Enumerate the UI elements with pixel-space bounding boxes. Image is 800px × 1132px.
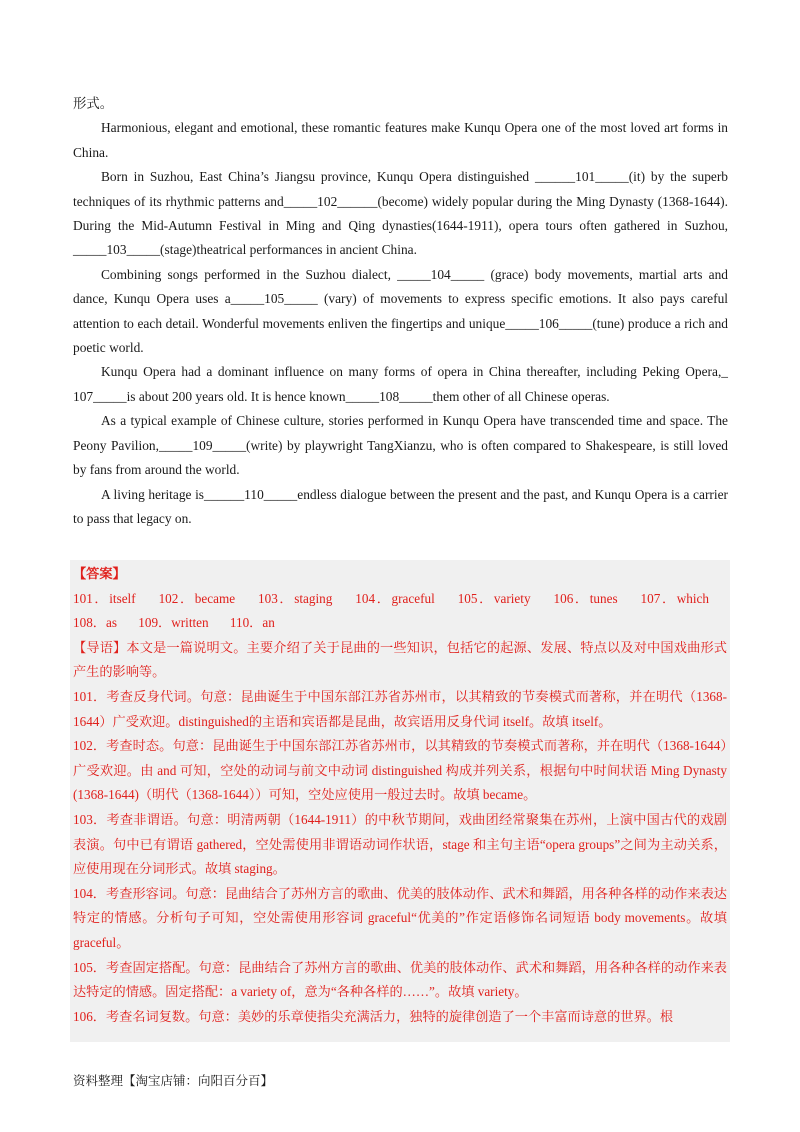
explanation-104: 104．考查形容词。句意：昆曲结合了苏州方言的歌曲、优美的肢体动作、武术和舞蹈，用各种各样的动作来表达特定的情感。分析句子可知，空处需使用形容词 graceful“优美的”作定语修饰名词短语 body movements。故填 graceful。: [73, 885, 727, 950]
answer-key-item: 108．as: [73, 615, 117, 631]
text-run: is about 200 years old. It is hence known: [126, 388, 346, 404]
passage-paragraph-4: [73, 360, 728, 409]
text-run: Born in Suzhou, East China’s Jiangsu province, Kunqu Opera distinguished: [101, 169, 535, 185]
blank-107: _ 107_____: [73, 364, 728, 404]
answer-key-list: [73, 587, 727, 636]
answer-key-item: 107．which: [640, 590, 710, 606]
answer-key-item: 109．written: [138, 615, 209, 631]
blank-103: _____103_____: [73, 242, 161, 258]
blank-108: _____108_____: [345, 388, 433, 404]
answer-key-item: 102．became: [158, 590, 236, 606]
text-run: (grace) body movements, martial arts and dance, Kunqu Opera uses a: [73, 266, 728, 307]
text-run: As a typical example of Chinese culture, stories performed in Kunqu Opera have transcended time and space. The Peony Pavilion,: [73, 413, 728, 453]
reading-passage: [73, 92, 728, 531]
passage-line-0: 形式。: [73, 96, 114, 111]
blank-110: ______110_____: [204, 486, 298, 502]
answer-key-item: 110．an: [229, 615, 275, 631]
explanation-106: 106．考查名词复数。句意：美妙的乐章使指尖充满活力，独特的旋律创造了一个丰富而诗意的世界。根: [73, 1008, 674, 1024]
answer-key-item: 105．variety: [457, 590, 531, 606]
text-run: (become) widely popular during the Ming Dynasty (1368-1644). During the Mid-Autumn Festival in Ming and Qing dynasties(1644-1911), opera tours often gathered in Suzhou,: [73, 193, 728, 234]
explanation-103: 103．考查非谓语。句意：明清两朝（1644-1911）的中秋节期间，戏曲团经常聚集在苏州，上演中国古代的戏剧表演。句中已有谓语 gathered，空处需使用非谓语动词作状语，stage 和主句主语“opera groups”之间为主动关系，应使用现在分词形式。故填 staging。: [73, 811, 727, 877]
text-run: Kunqu Opera had a dominant influence on many forms of opera in China thereafter, including Peking Opera,: [101, 364, 722, 380]
text-run: (stage)theatrical performances in ancient China.: [160, 242, 417, 258]
passage-paragraph-6: [73, 483, 728, 532]
answer-key-item: 103．staging: [258, 590, 333, 606]
text-run: endless dialogue between the present and the past, and Kunqu Opera is a carrier to pass that legacy on.: [73, 486, 728, 526]
answer-title: 【答案】: [73, 566, 126, 581]
answer-key-panel: [70, 560, 730, 1042]
passage-paragraph-2: [73, 165, 728, 263]
blank-109: _____109_____: [158, 437, 247, 453]
text-run: them other of all Chinese operas.: [432, 388, 610, 404]
blank-104: _____104_____: [397, 266, 485, 282]
text-run: A living heritage is: [101, 486, 204, 502]
text-run: (it) by the superb techniques of its rhythmic patterns and: [73, 169, 728, 209]
passage-paragraph-1: Harmonious, elegant and emotional, these romantic features make Kunqu Opera one of the most loved art forms in China.: [73, 120, 728, 160]
blank-105: _____105_____: [230, 291, 318, 307]
explanation-105: 105．考查固定搭配。句意：昆曲结合了苏州方言的歌曲、优美的肢体动作、武术和舞蹈，用各种各样的动作来表达特定的情感。固定搭配：a variety of，意为“各种各样的……”。故填 variety。: [73, 959, 727, 1000]
explanation-101: 101．考查反身代词。句意：昆曲诞生于中国东部江苏省苏州市，以其精致的节奏模式而著称，并在明代（1368-1644）广受欢迎。distinguished的主语和宾语都是昆曲，故宾语用反身代词 itself。故填 itself。: [73, 688, 727, 729]
text-run: (tune) produce a rich and poetic world.: [73, 315, 728, 356]
blank-102: _____102______: [283, 193, 378, 209]
explanation-102: 102．考查时态。句意：昆曲诞生于中国东部江苏省苏州市，以其精致的节奏模式而著称，并在明代（1368-1644）广受欢迎。由 and 可知，空处的动词与前文中动词 distinguished 构成并列关系，根据句中时间状语 Ming Dynasty (1368-1644)（明代（1368-1644））可知，空处应使用一般过去时。故填 became。: [73, 738, 727, 803]
passage-paragraph-3: [73, 263, 728, 361]
text-run: Combining songs performed in the Suzhou dialect,: [101, 266, 398, 282]
text-run: (vary) of movements to express specific emotions. It also pays careful attention to each detail. Wonderful movements enliven the fingertips and unique: [73, 291, 728, 331]
passage-paragraph-5: [73, 409, 728, 482]
text-run: (write) by playwright TangXianzu, who is often compared to Shakespeare, is still loved by fans from around the world.: [73, 437, 728, 478]
answer-intro: 【导语】本文是一篇说明文。主要介绍了关于昆曲的一些知识，包括它的起源、发展、特点以及对中国戏曲形式产生的影响等。: [73, 639, 727, 680]
blank-101: ______101_____: [534, 169, 629, 185]
blank-106: _____106_____: [505, 315, 593, 331]
answer-key-item: 106．tunes: [553, 590, 618, 606]
page-footer: 资料整理【淘宝店铺：向阳百分百】: [73, 1074, 274, 1088]
answer-key-item: 104．graceful: [355, 590, 435, 606]
answer-key-item: 101．itself: [73, 590, 136, 606]
